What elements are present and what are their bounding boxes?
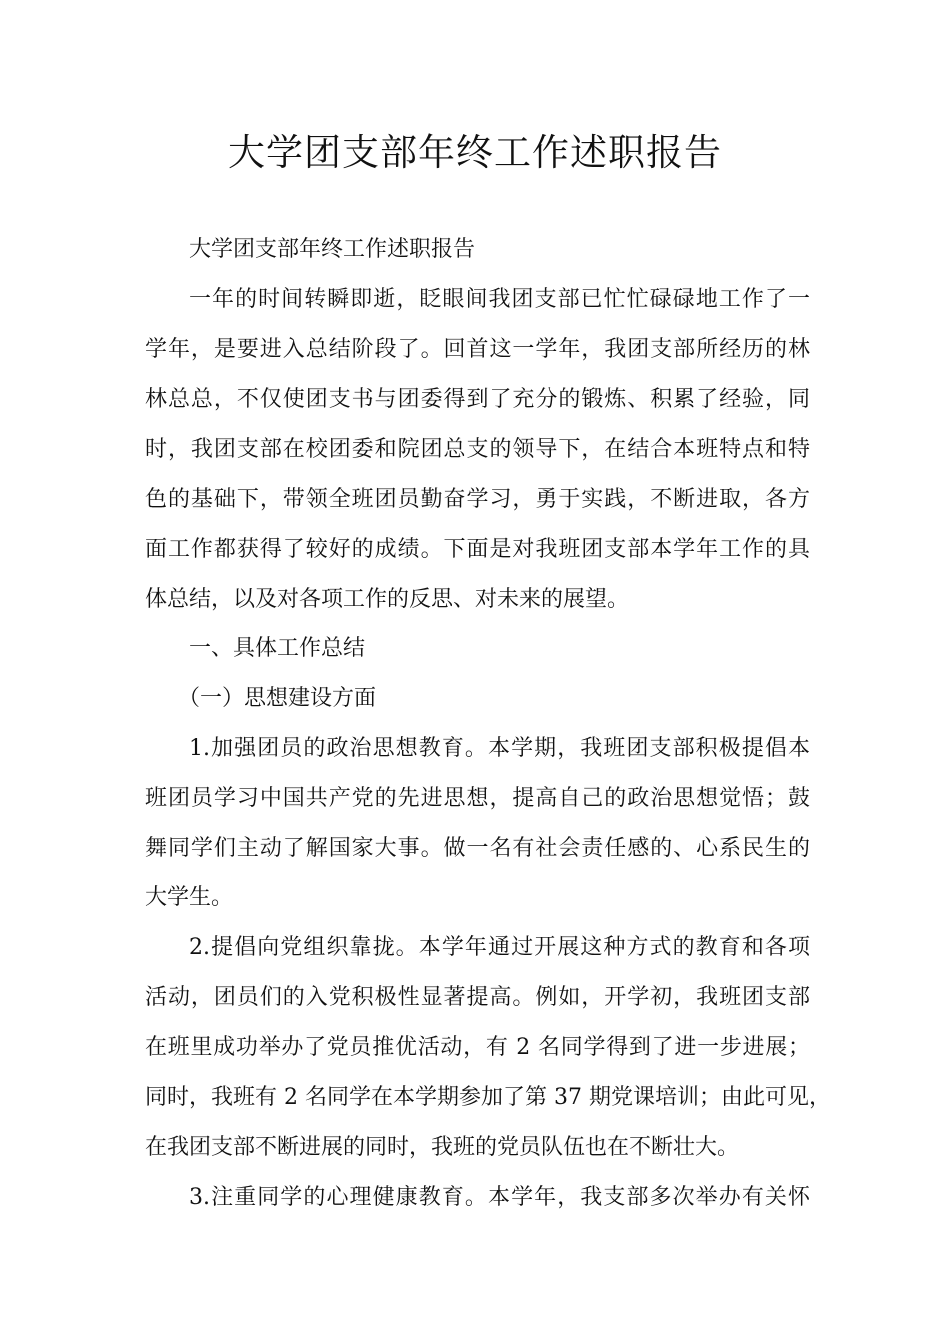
paragraph-line: 班团员学习中国共产党的先进思想，提高自己的政治思想觉悟；鼓: [145, 786, 810, 811]
paragraph-line: 舞同学们主动了解国家大事。做一名有社会责任感的、心系民生的: [145, 836, 810, 861]
paragraph-line: 3.注重同学的心理健康教育。本学年，我支部多次举办有关怀: [189, 1185, 810, 1210]
paragraph-line: 同时，我班有 2 名同学在本学期参加了第 37 期党课培训；由此可见，: [145, 1085, 831, 1110]
paragraph-line: 林总总，不仅使团支书与团委得到了充分的锻炼、积累了经验，同: [145, 387, 810, 412]
subsection-heading: （一）思想建设方面: [178, 686, 377, 711]
paragraph-line: 体总结，以及对各项工作的反思、对未来的展望。: [145, 587, 630, 612]
document-subtitle: 大学团支部年终工作述职报告: [189, 237, 476, 262]
paragraph-line: 大学生。: [145, 885, 234, 910]
paragraph-line: 学年，是要进入总结阶段了。回首这一学年，我团支部所经历的林: [145, 337, 810, 362]
document-title: 大学团支部年终工作述职报告: [228, 131, 722, 174]
paragraph-line: 2.提倡向党组织靠拢。本学年通过开展这种方式的教育和各项: [189, 935, 810, 960]
paragraph-line: 面工作都获得了较好的成绩。下面是对我班团支部本学年工作的具: [145, 537, 810, 562]
paragraph-line: 1.加强团员的政治思想教育。本学期，我班团支部积极提倡本: [189, 736, 810, 761]
paragraph-line: 时，我团支部在校团委和院团总支的领导下，在结合本班特点和特: [145, 437, 810, 462]
paragraph-line: 在班里成功举办了党员推优活动，有 2 名同学得到了进一步进展；: [145, 1035, 810, 1060]
paragraph-line: 色的基础下，带领全班团员勤奋学习，勇于实践，不断进取，各方: [145, 487, 810, 512]
paragraph-line: 一年的时间转瞬即逝，眨眼间我团支部已忙忙碌碌地工作了一: [189, 287, 810, 312]
paragraph-line: 活动，团员们的入党积极性显著提高。例如，开学初，我班团支部: [145, 985, 810, 1010]
section-heading: 一、具体工作总结: [189, 636, 366, 661]
paragraph-line: 在我团支部不断进展的同时，我班的党员队伍也在不断壮大。: [145, 1135, 740, 1160]
